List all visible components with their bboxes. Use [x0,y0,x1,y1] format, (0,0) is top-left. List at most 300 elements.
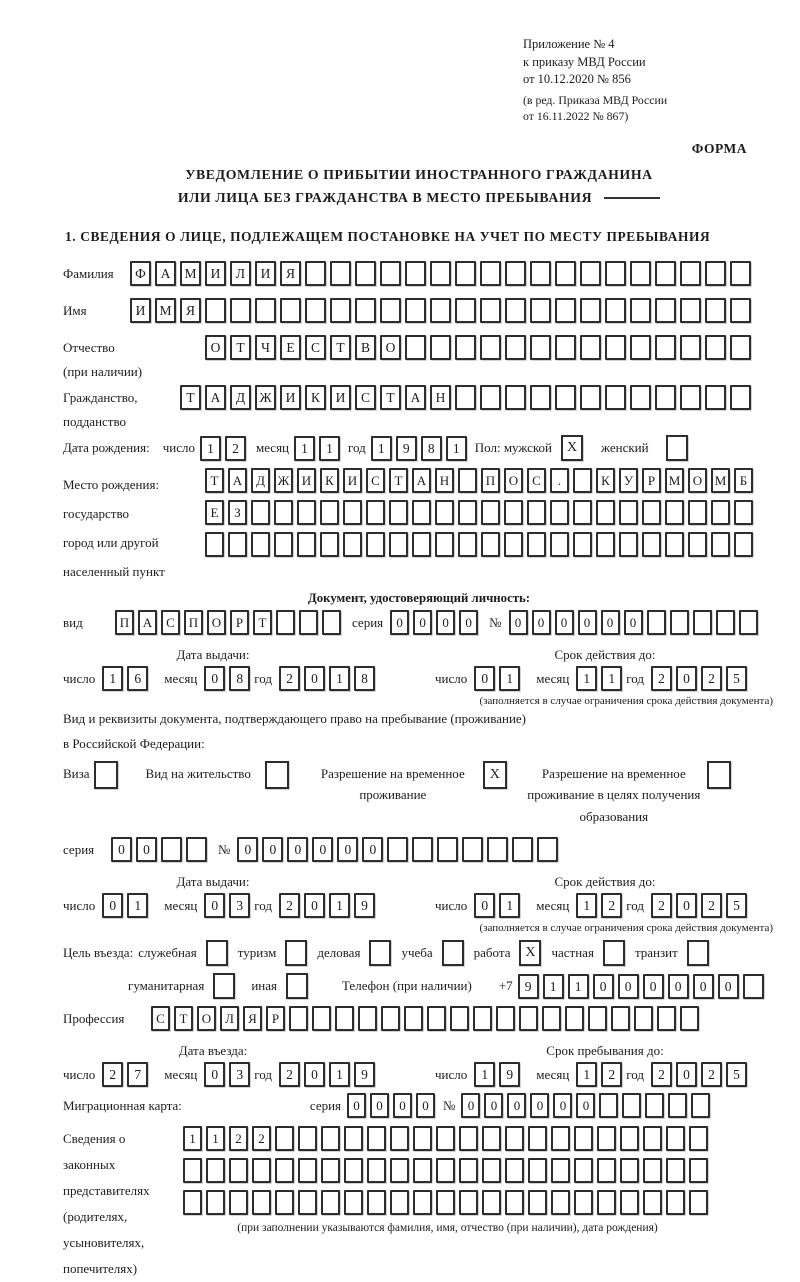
purpose-transit-checkbox[interactable] [687,940,709,966]
char-cell[interactable]: Н [435,468,454,493]
char-cell[interactable] [734,500,753,525]
char-cell[interactable] [289,1006,308,1031]
char-cell[interactable]: М [711,468,730,493]
purpose-tourism-checkbox[interactable] [285,940,307,966]
char-cell[interactable] [666,1126,685,1151]
char-cell[interactable]: 0 [461,1093,480,1118]
char-cell[interactable]: 0 [136,837,157,862]
char-cell[interactable]: 6 [127,666,148,691]
char-cell[interactable] [390,1190,409,1215]
char-cell[interactable] [321,1190,340,1215]
char-cell[interactable] [620,1158,639,1183]
char-cell[interactable]: 0 [624,610,643,635]
char-cell[interactable] [620,1126,639,1151]
char-cell[interactable]: 0 [347,1093,366,1118]
char-cell[interactable]: И [297,468,316,493]
char-cell[interactable]: Т [230,335,251,360]
char-cell[interactable]: О [688,468,707,493]
char-cell[interactable] [647,610,666,635]
char-cell[interactable] [487,837,508,862]
char-cell[interactable] [689,1190,708,1215]
char-cell[interactable] [505,298,526,323]
char-cell[interactable]: Б [734,468,753,493]
char-cell[interactable] [611,1006,630,1031]
char-cell[interactable] [705,261,726,286]
char-cell[interactable]: И [330,385,351,410]
char-cell[interactable] [597,1158,616,1183]
char-cell[interactable] [691,1093,710,1118]
char-cell[interactable] [380,261,401,286]
char-cell[interactable]: 2 [225,436,246,461]
char-cell[interactable] [655,335,676,360]
char-cell[interactable]: А [205,385,226,410]
char-cell[interactable] [550,532,569,557]
char-cell[interactable] [335,1006,354,1031]
char-cell[interactable] [480,261,501,286]
purpose-other-checkbox[interactable] [286,973,308,999]
char-cell[interactable] [619,532,638,557]
char-cell[interactable] [711,500,730,525]
char-cell[interactable] [643,1158,662,1183]
char-cell[interactable] [330,261,351,286]
char-cell[interactable] [481,532,500,557]
char-cell[interactable] [680,1006,699,1031]
char-cell[interactable] [645,1093,664,1118]
char-cell[interactable] [605,385,626,410]
char-cell[interactable] [480,385,501,410]
char-cell[interactable]: 1 [329,893,350,918]
char-cell[interactable] [657,1006,676,1031]
char-cell[interactable]: 1 [294,436,315,461]
char-cell[interactable] [730,298,751,323]
char-cell[interactable] [455,335,476,360]
char-cell[interactable] [573,532,592,557]
char-cell[interactable]: 0 [111,837,132,862]
char-cell[interactable]: 1 [499,666,520,691]
purpose-humanitarian-checkbox[interactable] [213,973,235,999]
char-cell[interactable]: 0 [204,1062,225,1087]
char-cell[interactable] [320,532,339,557]
char-cell[interactable] [276,610,295,635]
char-cell[interactable] [505,335,526,360]
char-cell[interactable]: 0 [304,1062,325,1087]
char-cell[interactable] [343,532,362,557]
char-cell[interactable] [312,1006,331,1031]
char-cell[interactable] [366,500,385,525]
char-cell[interactable]: Т [180,385,201,410]
char-cell[interactable]: А [405,385,426,410]
char-cell[interactable]: К [596,468,615,493]
char-cell[interactable] [413,1190,432,1215]
char-cell[interactable] [730,261,751,286]
char-cell[interactable] [580,298,601,323]
char-cell[interactable]: В [355,335,376,360]
char-cell[interactable]: 0 [676,666,697,691]
char-cell[interactable]: И [130,298,151,323]
char-cell[interactable]: 0 [578,610,597,635]
char-cell[interactable] [343,500,362,525]
char-cell[interactable]: Я [180,298,201,323]
char-cell[interactable] [381,1006,400,1031]
char-cell[interactable] [528,1158,547,1183]
char-cell[interactable] [355,298,376,323]
char-cell[interactable] [459,1158,478,1183]
char-cell[interactable] [630,385,651,410]
char-cell[interactable] [275,1190,294,1215]
char-cell[interactable] [387,837,408,862]
char-cell[interactable]: 0 [262,837,283,862]
char-cell[interactable] [367,1126,386,1151]
char-cell[interactable]: 2 [651,1062,672,1087]
char-cell[interactable]: 0 [507,1093,526,1118]
char-cell[interactable] [580,385,601,410]
char-cell[interactable]: О [197,1006,216,1031]
char-cell[interactable] [739,610,758,635]
char-cell[interactable]: 0 [676,1062,697,1087]
char-cell[interactable]: П [184,610,203,635]
char-cell[interactable]: И [205,261,226,286]
char-cell[interactable]: 1 [446,436,467,461]
char-cell[interactable]: А [412,468,431,493]
char-cell[interactable] [305,261,326,286]
char-cell[interactable]: 3 [229,1062,250,1087]
char-cell[interactable]: Д [230,385,251,410]
char-cell[interactable] [655,385,676,410]
char-cell[interactable]: 2 [651,666,672,691]
char-cell[interactable] [689,1126,708,1151]
char-cell[interactable] [504,532,523,557]
char-cell[interactable] [505,261,526,286]
char-cell[interactable]: О [205,335,226,360]
char-cell[interactable] [389,532,408,557]
char-cell[interactable]: 0 [304,893,325,918]
char-cell[interactable] [680,261,701,286]
char-cell[interactable] [555,298,576,323]
char-cell[interactable]: 0 [643,974,664,999]
char-cell[interactable]: 0 [362,837,383,862]
char-cell[interactable] [689,1158,708,1183]
char-cell[interactable] [458,468,477,493]
char-cell[interactable] [622,1093,641,1118]
char-cell[interactable]: А [138,610,157,635]
char-cell[interactable] [665,500,684,525]
char-cell[interactable] [693,610,712,635]
char-cell[interactable] [274,500,293,525]
char-cell[interactable] [405,261,426,286]
char-cell[interactable]: 0 [532,610,551,635]
char-cell[interactable]: 2 [102,1062,123,1087]
char-cell[interactable] [297,500,316,525]
char-cell[interactable]: 0 [416,1093,435,1118]
char-cell[interactable] [574,1126,593,1151]
char-cell[interactable]: С [151,1006,170,1031]
char-cell[interactable]: А [155,261,176,286]
purpose-private-checkbox[interactable] [603,940,625,966]
char-cell[interactable] [642,532,661,557]
char-cell[interactable] [274,532,293,557]
char-cell[interactable]: 5 [726,893,747,918]
char-cell[interactable] [430,298,451,323]
char-cell[interactable]: 0 [676,893,697,918]
char-cell[interactable] [298,1190,317,1215]
char-cell[interactable] [711,532,730,557]
char-cell[interactable] [436,1190,455,1215]
purpose-commercial-checkbox[interactable] [369,940,391,966]
char-cell[interactable] [321,1126,340,1151]
char-cell[interactable] [275,1158,294,1183]
char-cell[interactable]: 1 [576,1062,597,1087]
char-cell[interactable] [186,837,207,862]
char-cell[interactable]: С [366,468,385,493]
char-cell[interactable]: 1 [543,974,564,999]
char-cell[interactable]: О [207,610,226,635]
char-cell[interactable] [251,532,270,557]
char-cell[interactable] [605,335,626,360]
char-cell[interactable]: 1 [601,666,622,691]
char-cell[interactable] [668,1093,687,1118]
char-cell[interactable] [596,532,615,557]
char-cell[interactable] [390,1158,409,1183]
char-cell[interactable]: 0 [509,610,528,635]
char-cell[interactable] [344,1158,363,1183]
char-cell[interactable]: С [527,468,546,493]
char-cell[interactable]: 0 [204,666,225,691]
rvp-checkbox[interactable]: X [483,761,507,789]
char-cell[interactable]: 0 [474,666,495,691]
char-cell[interactable] [427,1006,446,1031]
char-cell[interactable]: 1 [200,436,221,461]
char-cell[interactable]: К [320,468,339,493]
char-cell[interactable]: 1 [127,893,148,918]
char-cell[interactable] [505,1126,524,1151]
char-cell[interactable]: 2 [252,1126,271,1151]
char-cell[interactable]: 0 [436,610,455,635]
char-cell[interactable] [655,298,676,323]
char-cell[interactable] [680,385,701,410]
purpose-study-checkbox[interactable] [442,940,464,966]
char-cell[interactable] [455,385,476,410]
char-cell[interactable] [229,1190,248,1215]
char-cell[interactable] [405,335,426,360]
char-cell[interactable] [527,500,546,525]
char-cell[interactable]: 0 [576,1093,595,1118]
char-cell[interactable]: 3 [229,893,250,918]
char-cell[interactable]: 0 [390,610,409,635]
char-cell[interactable] [596,500,615,525]
char-cell[interactable]: У [619,468,638,493]
char-cell[interactable]: Ч [255,335,276,360]
char-cell[interactable] [366,532,385,557]
char-cell[interactable] [367,1190,386,1215]
char-cell[interactable]: 1 [474,1062,495,1087]
char-cell[interactable] [380,298,401,323]
char-cell[interactable]: И [255,261,276,286]
char-cell[interactable]: Л [230,261,251,286]
char-cell[interactable] [252,1158,271,1183]
char-cell[interactable]: 5 [726,666,747,691]
char-cell[interactable]: 8 [421,436,442,461]
char-cell[interactable]: 0 [593,974,614,999]
char-cell[interactable]: 8 [229,666,250,691]
char-cell[interactable]: Ж [274,468,293,493]
char-cell[interactable]: И [280,385,301,410]
char-cell[interactable] [734,532,753,557]
char-cell[interactable] [206,1158,225,1183]
char-cell[interactable]: 2 [701,893,722,918]
char-cell[interactable]: 0 [370,1093,389,1118]
char-cell[interactable] [458,500,477,525]
char-cell[interactable] [344,1126,363,1151]
char-cell[interactable]: . [550,468,569,493]
char-cell[interactable]: 0 [304,666,325,691]
char-cell[interactable] [330,298,351,323]
char-cell[interactable]: 9 [499,1062,520,1087]
char-cell[interactable] [530,261,551,286]
char-cell[interactable]: Я [243,1006,262,1031]
char-cell[interactable] [705,335,726,360]
char-cell[interactable]: 1 [319,436,340,461]
char-cell[interactable]: К [305,385,326,410]
char-cell[interactable]: Т [205,468,224,493]
purpose-work-checkbox[interactable]: X [519,940,541,966]
char-cell[interactable] [206,1190,225,1215]
char-cell[interactable] [183,1158,202,1183]
char-cell[interactable] [298,1126,317,1151]
char-cell[interactable]: 9 [354,893,375,918]
residence-permit-checkbox[interactable] [265,761,289,789]
char-cell[interactable] [437,837,458,862]
char-cell[interactable]: Р [266,1006,285,1031]
char-cell[interactable] [580,335,601,360]
char-cell[interactable] [605,298,626,323]
char-cell[interactable] [630,335,651,360]
char-cell[interactable] [542,1006,561,1031]
char-cell[interactable] [297,532,316,557]
char-cell[interactable]: 7 [127,1062,148,1087]
char-cell[interactable]: 2 [279,893,300,918]
char-cell[interactable]: Л [220,1006,239,1031]
visa-checkbox[interactable] [94,761,118,789]
char-cell[interactable] [412,532,431,557]
char-cell[interactable]: 2 [279,1062,300,1087]
char-cell[interactable] [573,468,592,493]
char-cell[interactable] [550,500,569,525]
char-cell[interactable]: 0 [601,610,620,635]
char-cell[interactable] [390,1126,409,1151]
sex-male-checkbox[interactable]: X [561,435,583,461]
char-cell[interactable] [580,261,601,286]
char-cell[interactable] [280,298,301,323]
char-cell[interactable] [405,298,426,323]
char-cell[interactable] [459,1190,478,1215]
char-cell[interactable]: 0 [204,893,225,918]
char-cell[interactable] [344,1190,363,1215]
char-cell[interactable]: 1 [371,436,392,461]
char-cell[interactable] [530,335,551,360]
char-cell[interactable]: 5 [726,1062,747,1087]
char-cell[interactable] [551,1190,570,1215]
char-cell[interactable] [228,532,247,557]
char-cell[interactable] [680,335,701,360]
char-cell[interactable]: Т [174,1006,193,1031]
char-cell[interactable] [505,1158,524,1183]
char-cell[interactable] [537,837,558,862]
char-cell[interactable]: 2 [651,893,672,918]
char-cell[interactable] [688,500,707,525]
char-cell[interactable]: 2 [601,1062,622,1087]
char-cell[interactable] [358,1006,377,1031]
char-cell[interactable]: 2 [229,1126,248,1151]
char-cell[interactable]: Р [642,468,661,493]
char-cell[interactable] [462,837,483,862]
char-cell[interactable]: 2 [701,666,722,691]
char-cell[interactable]: Т [253,610,272,635]
char-cell[interactable] [555,385,576,410]
char-cell[interactable] [743,974,764,999]
char-cell[interactable] [430,335,451,360]
char-cell[interactable] [670,610,689,635]
char-cell[interactable]: 0 [312,837,333,862]
char-cell[interactable] [205,298,226,323]
char-cell[interactable] [551,1126,570,1151]
char-cell[interactable]: П [481,468,500,493]
char-cell[interactable] [413,1126,432,1151]
char-cell[interactable]: 1 [576,893,597,918]
char-cell[interactable] [634,1006,653,1031]
char-cell[interactable] [298,1158,317,1183]
char-cell[interactable] [705,298,726,323]
char-cell[interactable]: С [355,385,376,410]
char-cell[interactable] [528,1126,547,1151]
char-cell[interactable] [716,610,735,635]
char-cell[interactable] [412,837,433,862]
char-cell[interactable]: 0 [553,1093,572,1118]
char-cell[interactable] [435,532,454,557]
char-cell[interactable]: 0 [393,1093,412,1118]
char-cell[interactable] [482,1158,501,1183]
char-cell[interactable]: Т [330,335,351,360]
char-cell[interactable]: Т [380,385,401,410]
char-cell[interactable]: П [115,610,134,635]
char-cell[interactable]: 0 [337,837,358,862]
char-cell[interactable]: 8 [354,666,375,691]
char-cell[interactable]: Ж [255,385,276,410]
char-cell[interactable] [482,1190,501,1215]
char-cell[interactable] [255,298,276,323]
char-cell[interactable] [480,298,501,323]
char-cell[interactable]: 0 [530,1093,549,1118]
char-cell[interactable] [551,1158,570,1183]
char-cell[interactable]: 2 [701,1062,722,1087]
char-cell[interactable] [574,1158,593,1183]
char-cell[interactable] [413,1158,432,1183]
char-cell[interactable]: О [504,468,523,493]
char-cell[interactable]: 1 [568,974,589,999]
char-cell[interactable] [630,261,651,286]
char-cell[interactable]: Н [430,385,451,410]
char-cell[interactable] [275,1126,294,1151]
char-cell[interactable] [527,532,546,557]
char-cell[interactable] [505,385,526,410]
char-cell[interactable] [655,261,676,286]
char-cell[interactable] [597,1190,616,1215]
char-cell[interactable] [555,261,576,286]
char-cell[interactable] [643,1126,662,1151]
char-cell[interactable] [161,837,182,862]
char-cell[interactable] [404,1006,423,1031]
char-cell[interactable] [599,1093,618,1118]
sex-female-checkbox[interactable] [666,435,688,461]
